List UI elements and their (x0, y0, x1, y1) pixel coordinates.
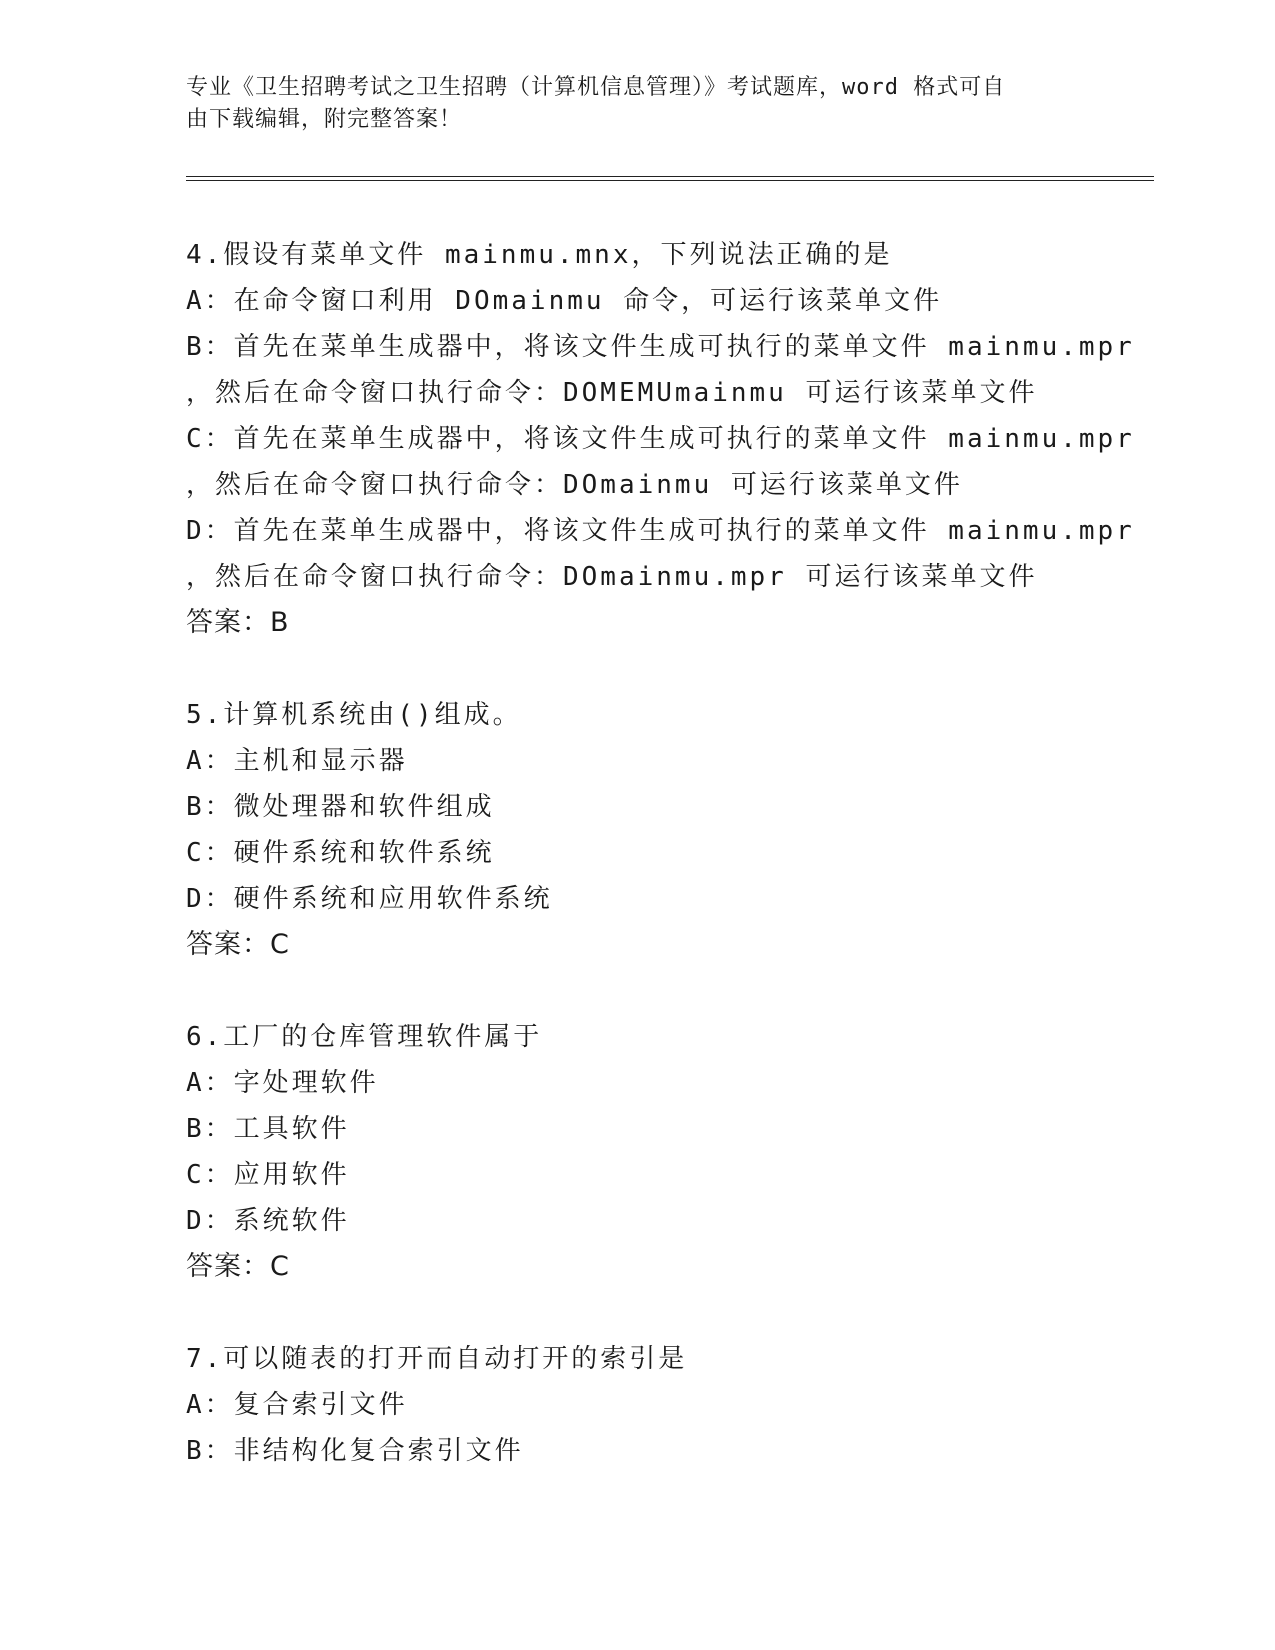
option-c-continued: ，然后在命令窗口执行命令：DOmainmu 可运行该菜单文件 (186, 470, 963, 500)
option-c: C：应用软件 (186, 1160, 350, 1190)
page-header (186, 72, 1086, 136)
header-line-2: 由下载编辑，附完整答案！ (186, 107, 463, 132)
option-c: C：硬件系统和软件系统 (186, 838, 495, 868)
option-a: A：主机和显示器 (186, 746, 408, 776)
option-d: D：硬件系统和应用软件系统 (186, 884, 553, 914)
answer-line: 答案：B (186, 607, 290, 638)
option-b: B：首先在菜单生成器中，将该文件生成可执行的菜单文件 mainmu.mpr (186, 332, 1135, 362)
option-d: D：首先在菜单生成器中，将该文件生成可执行的菜单文件 mainmu.mpr (186, 516, 1135, 546)
option-b-continued: ，然后在命令窗口执行命令：DOMEMUmainmu 可运行该菜单文件 (186, 378, 1038, 408)
question-stem: 7.可以随表的打开而自动打开的索引是 (186, 1344, 688, 1374)
answer-line: 答案：C (186, 929, 290, 960)
question-stem: 5.计算机系统由()组成。 (186, 700, 522, 730)
option-d-continued: ，然后在命令窗口执行命令：DOmainmu.mpr 可运行该菜单文件 (186, 562, 1038, 592)
option-d: D：系统软件 (186, 1206, 350, 1236)
option-a: A：在命令窗口利用 DOmainmu 命令，可运行该菜单文件 (186, 286, 943, 316)
question-4 (186, 232, 1154, 646)
answer-line: 答案：C (186, 1251, 290, 1282)
option-b: B：工具软件 (186, 1114, 350, 1144)
question-stem: 6.工厂的仓库管理软件属于 (186, 1022, 543, 1052)
question-7 (186, 1336, 1154, 1474)
option-a: A：字处理软件 (186, 1068, 379, 1098)
option-b: B：微处理器和软件组成 (186, 792, 495, 822)
option-b: B：非结构化复合索引文件 (186, 1436, 524, 1466)
option-c: C：首先在菜单生成器中，将该文件生成可执行的菜单文件 mainmu.mpr (186, 424, 1135, 454)
header-divider (186, 176, 1154, 181)
question-6 (186, 1014, 1154, 1290)
question-stem: 4.假设有菜单文件 mainmu.mnx，下列说法正确的是 (186, 240, 893, 270)
header-line-1: 专业《卫生招聘考试之卫生招聘（计算机信息管理）》考试题库，word 格式可自 (186, 75, 1006, 100)
option-a: A：复合索引文件 (186, 1390, 408, 1420)
question-5 (186, 692, 1154, 968)
question-list (186, 232, 1154, 1520)
